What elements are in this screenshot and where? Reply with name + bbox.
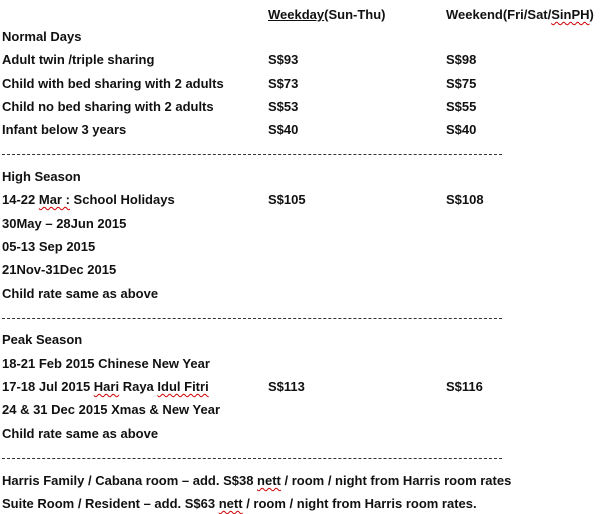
weekend-column-header bbox=[446, 6, 594, 24]
weekday-label: Weekday bbox=[268, 7, 325, 22]
weekday-price: S$73 bbox=[268, 76, 299, 91]
rate-label: Infant below 3 years bbox=[2, 122, 127, 137]
weekday-price: S$53 bbox=[268, 99, 299, 114]
weekday-price: S$40 bbox=[268, 122, 299, 137]
weekend-price: S$116 bbox=[446, 379, 483, 394]
weekday-price: S$93 bbox=[268, 52, 299, 67]
section-divider bbox=[2, 458, 502, 459]
weekday-price: S$105 bbox=[268, 192, 306, 207]
weekend-label: Weekend bbox=[446, 7, 503, 22]
section-divider bbox=[2, 154, 502, 155]
weekend-range: (Fri/Sat/ bbox=[502, 7, 552, 22]
weekend-range-close: ) bbox=[589, 7, 594, 22]
section-title: Normal Days bbox=[2, 29, 82, 44]
section-title: Peak Season bbox=[2, 332, 83, 347]
section-divider bbox=[2, 318, 502, 319]
rate-label: Adult twin /triple sharing bbox=[2, 52, 155, 67]
rate-label: Child no bed sharing with 2 adults bbox=[2, 99, 214, 114]
weekend-price: S$98 bbox=[446, 52, 477, 67]
weekend-price: S$108 bbox=[446, 192, 484, 207]
weekday-column-header bbox=[268, 6, 386, 24]
weekend-price: S$40 bbox=[446, 122, 477, 137]
weekend-range-sinph: SinPH bbox=[551, 7, 590, 22]
weekend-price: S$55 bbox=[446, 99, 477, 114]
section-title: High Season bbox=[2, 169, 81, 184]
weekday-range: (Sun-Thu) bbox=[324, 7, 386, 22]
peak-season-dates: 17-18 Jul 2015 Hari Raya Idul Fitri bbox=[2, 379, 209, 394]
weekday-price: S$113 bbox=[268, 379, 305, 394]
rate-label: Child with bed sharing with 2 adults bbox=[2, 76, 224, 91]
weekend-price: S$75 bbox=[446, 76, 477, 91]
high-season-dates: 14-22 Mar : School Holidays bbox=[2, 192, 175, 207]
